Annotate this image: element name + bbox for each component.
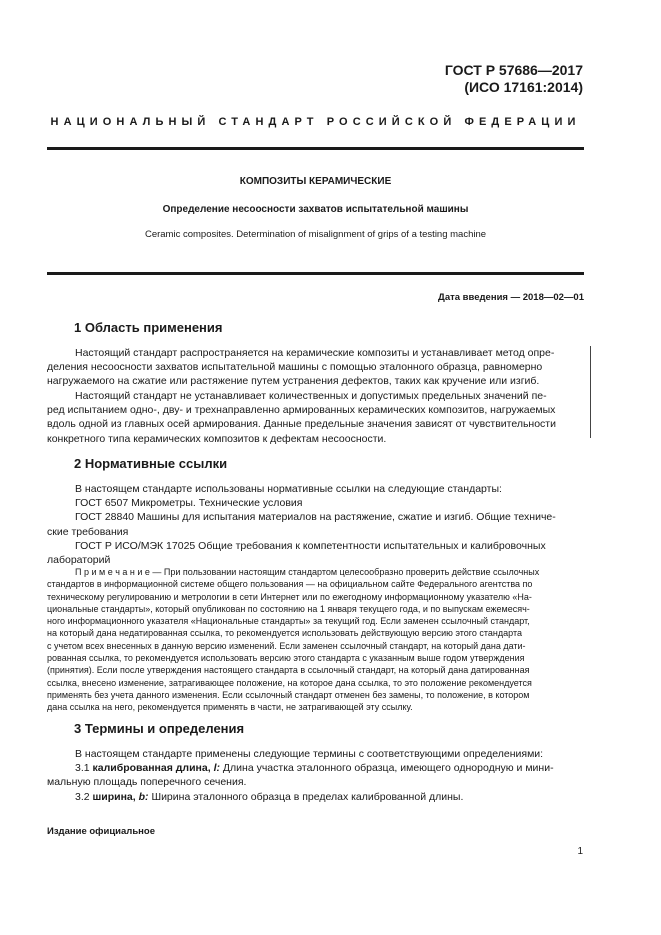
iso-code: (ИСО 17161:2014)	[464, 79, 583, 95]
document-subtitle: Определение несоосности захватов испытательной машины	[162, 204, 469, 215]
section-2-note	[47, 566, 584, 714]
term-number: 3.2	[75, 790, 93, 803]
document-title-english: Ceramic composites. Determination of misalignment of grips of a testing machine	[144, 229, 487, 240]
reference-gost-28840: ГОСТ 28840 Машины для испытания материалов на растяжение, сжатие и изгиб. Общие техниче-	[75, 511, 556, 524]
section-1-heading: 1 Область применения	[74, 320, 223, 335]
text-line: на который дана недатированная ссылка, то рекомендуется использовать действующую версию этого стандарта	[47, 628, 522, 639]
term-width: ширина,	[92, 790, 139, 803]
text-line: применять без учета данного изменения. Если ссылочный стандарт отменен без замены, то положение, в котором	[47, 689, 530, 700]
text-line: ного информационного указателя «Национальные стандарты» за текущий год. Если заменен ссылочный стандарт,	[47, 616, 530, 627]
introduction-date: Дата введения — 2018—02—01	[438, 292, 584, 303]
text-line: (принятия). Если после утверждения настоящего стандарта в ссылочный стандарт, на который дана датированная	[47, 665, 530, 676]
term-number: 3.1	[75, 762, 93, 775]
official-edition-label: Издание официальное	[47, 826, 155, 837]
text-line: рованная ссылка, то рекомендуется использовать версию этого стандарта с указанным выше годом утверждения	[47, 653, 525, 664]
text-line: деления несоосности захватов испытательной машины с помощью эталонного образца, равномерно	[47, 361, 543, 374]
text-line: ссылка, внесено изменение, затрагивающее положение, на которое дана ссылка, то это положение рекомендуется	[47, 677, 532, 688]
text-line: мальную площадь поперечного сечения.	[47, 776, 247, 789]
note-label: П р и м е ч а н и е	[75, 567, 150, 577]
text-line: нагружаемого на сжатие или растяжение путем устранения дефектов, таких как кручение или изгиб.	[47, 375, 540, 388]
text-line: ред испытанием одно-, дву- и трехнаправленно армированных керамических композитов, нагружаемых	[47, 404, 556, 417]
text-line: вдоль одной из главных осей армирования. Данные предельные значения зависят от чувствительности	[47, 418, 556, 431]
text-line: стандартов в информационной системе общего пользования — на официальном сайте Федерального агентства по	[47, 579, 533, 590]
section-2-intro	[47, 482, 584, 567]
term-definition: Длина участка эталонного образца, имеющего однородную и мини-	[220, 762, 554, 775]
margin-change-bar	[590, 346, 591, 438]
national-standard-banner: НАЦИОНАЛЬНЫЙ СТАНДАРТ РОССИЙСКОЙ ФЕДЕРАЦИИ	[50, 116, 581, 128]
text-line: Настоящий стандарт распространяется на керамические композиты и устанавливает метод опре-	[75, 347, 555, 359]
section-3-heading: 3 Термины и определения	[74, 721, 245, 736]
text-line: с учетом всех внесенных в данную версию изменений. Если заменен ссылочный стандарт, на который дана дати-	[47, 640, 526, 651]
text-line: Настоящий стандарт не устанавливает количественных и допустимых предельных значений пе-	[75, 390, 547, 402]
text-line: циональные стандарты», который опубликован по состоянию на 1 января текущего года, и по выпускам ежемесяч-	[47, 603, 530, 614]
term-symbol-l: l:	[213, 762, 221, 775]
text-line: В настоящем стандарте использованы нормативные ссылки на следующие стандарты:	[75, 483, 502, 495]
text-line: техническому регулированию и метрологии в сети Интернет или по ежегодному информационному указателю «На-	[47, 591, 532, 602]
divider-top	[47, 147, 584, 150]
text-line: — При пользовании настоящим стандартом целесообразно проверить действие ссылочных	[149, 567, 540, 577]
document-title: КОМПОЗИТЫ КЕРАМИЧЕСКИЕ	[239, 176, 392, 187]
section-3-body	[47, 747, 584, 804]
text-line: В настоящем стандарте применены следующие термины с соответствующими определениями:	[75, 748, 544, 760]
reference-gost-6507: ГОСТ 6507 Микрометры. Технические условия	[75, 497, 303, 510]
section-1-paragraph-1	[47, 346, 584, 389]
term-calibrated-length: калиброванная длина,	[92, 762, 214, 775]
divider-bottom	[47, 272, 584, 275]
text-line: ские требования	[47, 525, 129, 538]
section-1-paragraph-2	[47, 389, 584, 446]
section-2-heading: 2 Нормативные ссылки	[74, 456, 228, 471]
gost-code: ГОСТ Р 57686—2017	[444, 62, 583, 78]
page-number: 1	[577, 846, 583, 857]
text-line: лабораторий	[47, 554, 111, 567]
text-line: дана ссылка на него, рекомендуется применять в части, не затрагивающей эту ссылку.	[47, 702, 413, 713]
gost-code-block	[445, 62, 583, 96]
text-line: конкретного типа керамических композитов к дефектам несоосности.	[47, 432, 387, 445]
reference-gost-iso-17025: ГОСТ Р ИСО/МЭК 17025 Общие требования к компетентности испытательных и калибровочных	[75, 539, 546, 552]
term-definition: Ширина эталонного образца в пределах калиброванной длины.	[148, 790, 464, 803]
term-symbol-b: b:	[138, 790, 149, 803]
